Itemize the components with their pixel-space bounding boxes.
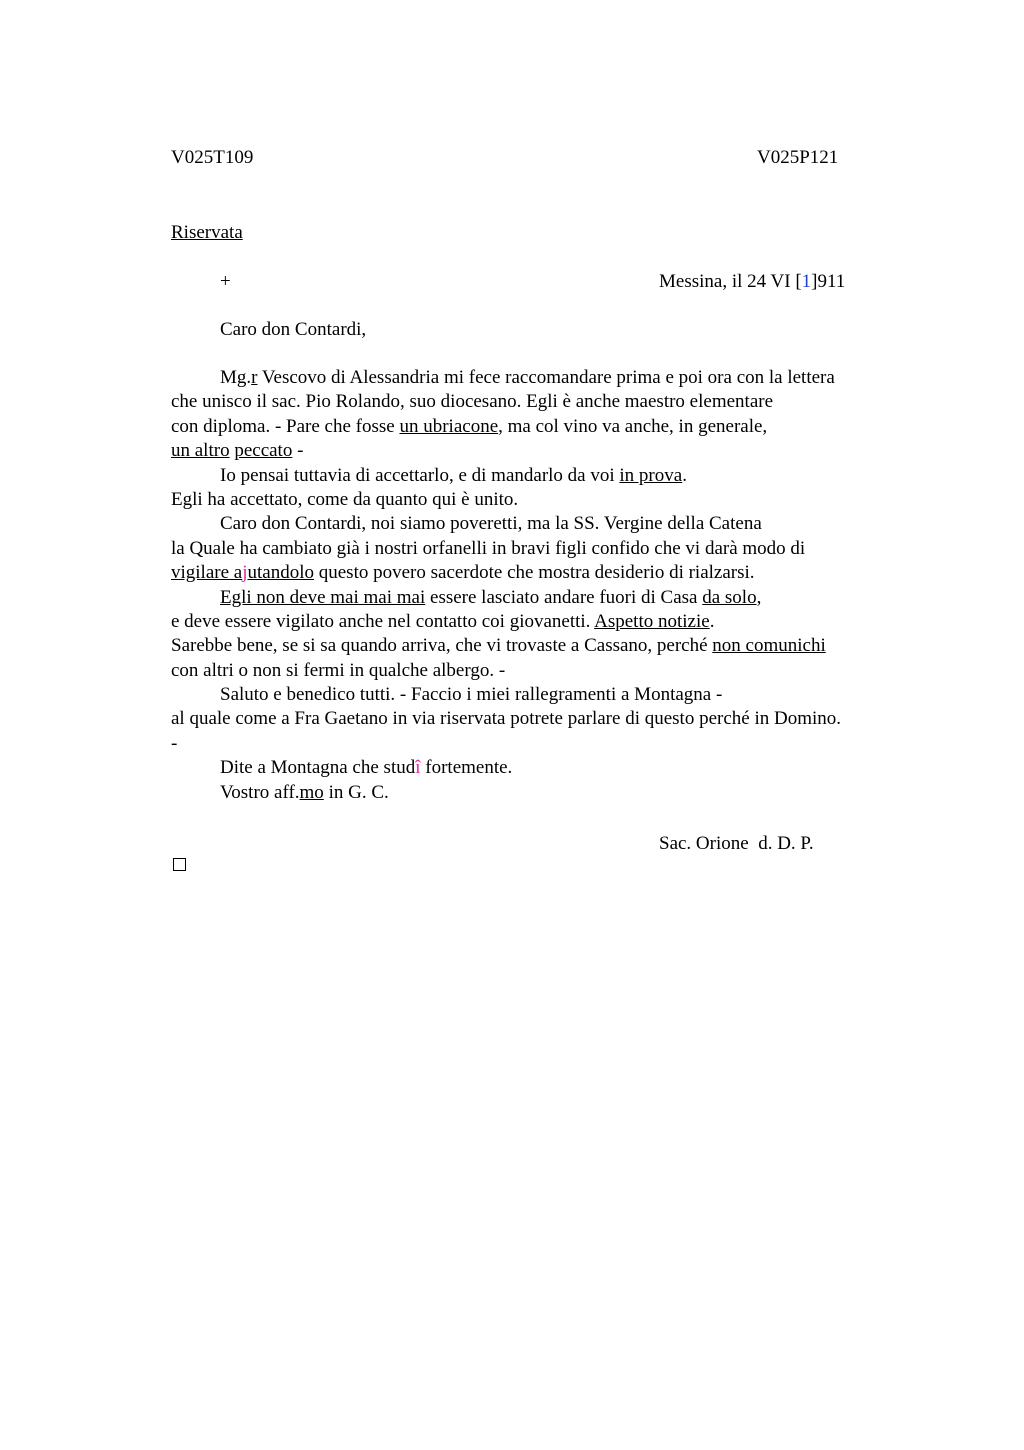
text-span: Mg.: [220, 367, 252, 388]
date-bracket-digit: 1: [801, 271, 812, 292]
letter-body: [171, 366, 911, 805]
text-span: Io pensai tuttavia di accettarlo, e di mandarlo da voi: [220, 464, 620, 486]
text-span: essere lasciato andare fuori di Casa: [425, 586, 703, 608]
p1-line4: [171, 439, 911, 463]
riservata-heading: Riservata: [171, 222, 243, 243]
code-right: V025P121: [757, 147, 839, 168]
text-span: .: [682, 464, 687, 486]
p4-line2: [171, 610, 911, 634]
text-span: Egli non deve mai mai mai: [220, 586, 426, 608]
p6-line1: [171, 756, 911, 780]
text-span: in prova: [619, 464, 683, 486]
cross-mark: +: [220, 271, 231, 292]
text-span: j: [242, 562, 248, 584]
text-span: î: [415, 757, 421, 779]
text-span: da solo: [702, 586, 757, 608]
text-span: mo: [299, 781, 324, 803]
text-span: in G. C.: [323, 781, 389, 803]
text-span: Vostro aff.: [220, 781, 300, 803]
p3-line2: la Quale ha cambiato già i nostri orfanelli in bravi figli confido che vi darà modo di: [171, 537, 806, 559]
text-span: .: [709, 610, 715, 632]
text-span: ,: [756, 586, 762, 608]
p1-line3: [171, 415, 911, 439]
text-span: con diploma. - Pare che fosse: [171, 415, 400, 437]
text-span: peccato: [234, 440, 293, 462]
text-span: non comunichi: [712, 635, 826, 657]
text-span: Vescovo di Alessandria mi fece raccomandare prima e poi ora con la lettera: [257, 367, 835, 388]
salutation: Caro don Contardi,: [220, 319, 367, 340]
text-span: r: [251, 367, 258, 388]
text-span: , ma col vino va anche, in generale,: [498, 415, 768, 437]
text-span: un altro: [171, 440, 230, 462]
p4-line4: con altri o non si fermi in qualche albergo. -: [171, 659, 506, 681]
text-span: questo povero sacerdote che mostra desiderio di rialzarsi.: [314, 562, 755, 584]
text-span: un ubriacone: [399, 415, 499, 437]
p3-line1: Caro don Contardi, noi siamo poveretti, ma la SS. Vergine della Catena: [220, 513, 762, 535]
checkbox-square-icon: [173, 858, 186, 871]
p1-line1: [171, 366, 911, 390]
p4-line1: [171, 586, 911, 610]
code-left: V025T109: [171, 147, 254, 168]
text-span: -: [292, 440, 304, 462]
text-span: e deve essere vigilato anche nel contatto coi giovanetti.: [171, 610, 595, 632]
date-bracket-open: [: [795, 271, 802, 292]
text-span: Sarebbe bene, se si sa quando arriva, che vi trovaste a Cassano, perché: [171, 635, 713, 657]
text-span: Aspetto notizie: [594, 610, 710, 632]
p2-line2: Egli ha accettato, come da quanto qui è unito.: [171, 488, 519, 510]
p7-line1: [171, 781, 911, 805]
p4-line3: [171, 634, 911, 658]
date-bracket-close: ]: [811, 271, 818, 292]
p2-line1: [171, 464, 911, 488]
p5-line2: al quale come a Fra Gaetano in via riservata potrete parlare di questo perché in Domino.: [171, 708, 842, 730]
p5-line3: -: [171, 732, 178, 754]
text-span: fortemente.: [420, 757, 513, 779]
date-prefix: Messina, il 24 VI: [659, 271, 796, 292]
signature: Sac. Orione d. D. P.: [659, 833, 814, 854]
text-span: utandolo: [247, 562, 314, 584]
p1-line2: che unisco il sac. Pio Rolando, suo diocesano. Egli è anche maestro elementare: [171, 391, 774, 413]
p3-line3: [171, 561, 911, 585]
p5-line1: Saluto e benedico tutti. - Faccio i miei rallegramenti a Montagna -: [220, 684, 723, 706]
text-span: Dite a Montagna che stud: [220, 757, 416, 779]
text-span: vigilare a: [171, 562, 243, 584]
date-line: [659, 270, 845, 294]
date-year-rest: 911: [817, 271, 846, 292]
